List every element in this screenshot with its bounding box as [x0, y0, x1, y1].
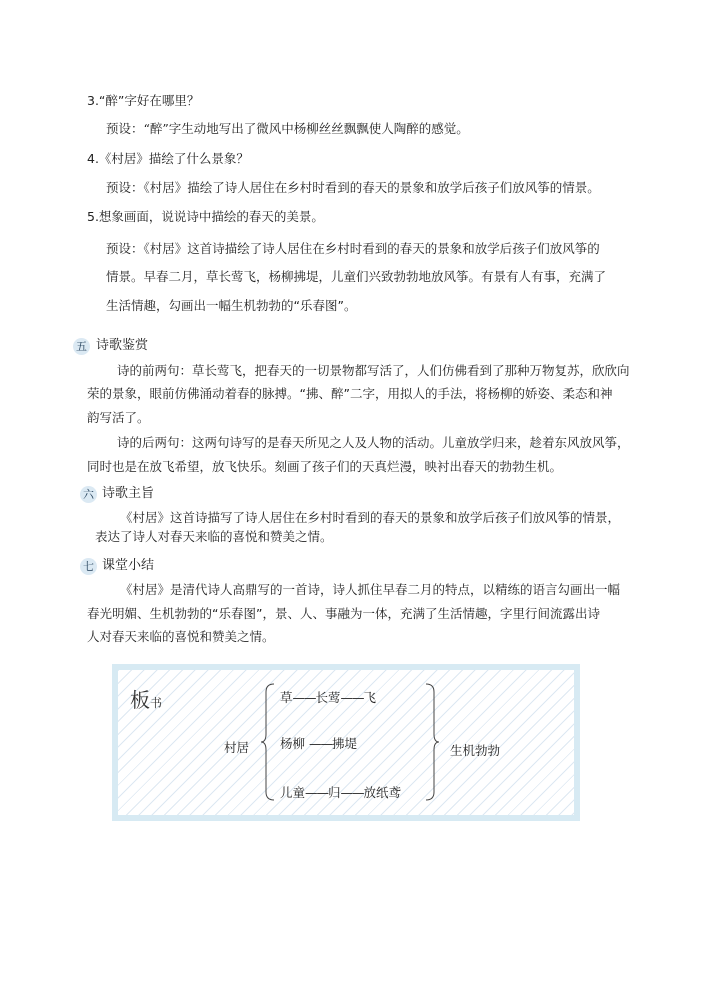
- row-subject: 杨柳: [280, 736, 306, 751]
- section-7-line-1: 《村居》是清代诗人高鼎写的一首诗，诗人抓住早春二月的特点，以精练的语言勾画出一幅: [120, 582, 621, 597]
- board-row-2: 杨柳 ——拂堤: [280, 736, 358, 751]
- row-verb: 拂堤: [332, 736, 358, 751]
- answer-label: 预设：: [106, 241, 144, 256]
- question-4: 4.《村居》描绘了什么景象？: [87, 151, 249, 166]
- row-subject: 儿童: [280, 785, 306, 800]
- board-label-big: 板: [130, 688, 150, 712]
- board-result: 生机勃勃: [450, 743, 501, 758]
- answer-4: [106, 179, 600, 197]
- question-5: 5.想象画面，说说诗中描绘的春天的美景。: [87, 209, 324, 224]
- section-6-line-1: 《村居》这首诗描写了诗人居住在乡村时看到的春天的景象和放学后孩子们放风筝的情景，: [120, 510, 621, 525]
- row-verb: 归: [328, 785, 341, 800]
- blackboard-summary: [112, 664, 580, 821]
- answer-5-line-2: 情景。早春二月，草长莺飞，杨柳拂堤，儿童们兴致勃勃地放风筝。有景有人有事，充满了: [106, 269, 607, 284]
- board-center-title: 村居: [224, 740, 250, 755]
- answer-3: [106, 120, 469, 138]
- section-6-line-2: 表达了诗人对春天来临的喜悦和赞美之情。: [95, 529, 333, 544]
- right-brace-icon: [424, 682, 440, 802]
- section-number-badge: 七: [80, 558, 97, 575]
- section-7-line-3: 人对春天来临的喜悦和赞美之情。: [87, 629, 275, 644]
- section-number-badge: 五: [73, 338, 90, 355]
- section-title: 诗歌鉴赏: [96, 338, 149, 353]
- row-verb: 长莺: [315, 690, 341, 705]
- left-brace-icon: [260, 682, 276, 802]
- board-label-small: 书: [150, 696, 163, 710]
- section-5-line-4: 诗的后两句：这两句诗写的是春天所见之人及人物的活动。儿童放学归来，趁着东风放风筝，: [117, 435, 630, 450]
- answer-text: 《村居》描绘了诗人居住在乡村时看到的春天的景象和放学后孩子们放风筝的情景。: [143, 180, 600, 195]
- question-3: 3.“醉”字好在哪里？: [87, 93, 200, 108]
- board-row-3: 儿童——归——放纸鸢: [280, 785, 402, 800]
- section-5-line-1: 诗的前两句：草长莺飞，把春天的一切景物都写活了，人们仿佛看到了那种万物复苏，欣欣向: [117, 363, 630, 378]
- answer-5-line-1: [106, 240, 600, 258]
- section-7-line-2: 春光明媚、生机勃勃的“乐春图”，景、人、事融为一体，充满了生活情趣，字里行间流露出诗: [87, 606, 600, 621]
- section-5-line-5: 同时也是在放飞希望，放飞快乐。刻画了孩子们的天真烂漫，映衬出春天的勃勃生机。: [87, 459, 563, 474]
- section-5-line-2: 荣的景象，眼前仿佛涌动着春的脉搏。“拂、醉”二字，用拟人的手法，将杨柳的娇姿、柔态和神: [87, 386, 613, 401]
- board-label: [130, 684, 162, 713]
- answer-text: “醉”字生动地写出了微风中杨柳丝丝飘飘使人陶醉的感觉。: [143, 121, 469, 136]
- answer-label: 预设：: [106, 121, 144, 136]
- section-title: 课堂小结: [102, 558, 155, 573]
- section-title: 诗歌主旨: [102, 486, 155, 501]
- row-subject: 草: [280, 690, 293, 705]
- section-5-line-3: 韵写活了。: [87, 410, 150, 425]
- answer-5-line-3: 生活情趣，勾画出一幅生机勃勃的“乐春图”。: [106, 298, 357, 313]
- row-object: 放纸鸢: [363, 785, 402, 800]
- blackboard-panel: [118, 670, 574, 815]
- board-row-1: 草——长莺——飞: [280, 690, 377, 705]
- answer-text: 《村居》这首诗描绘了诗人居住在乡村时看到的春天的景象和放学后孩子们放风筝的: [143, 241, 600, 256]
- answer-label: 预设：: [106, 180, 144, 195]
- row-object: 飞: [363, 690, 377, 705]
- section-number-badge: 六: [80, 486, 97, 503]
